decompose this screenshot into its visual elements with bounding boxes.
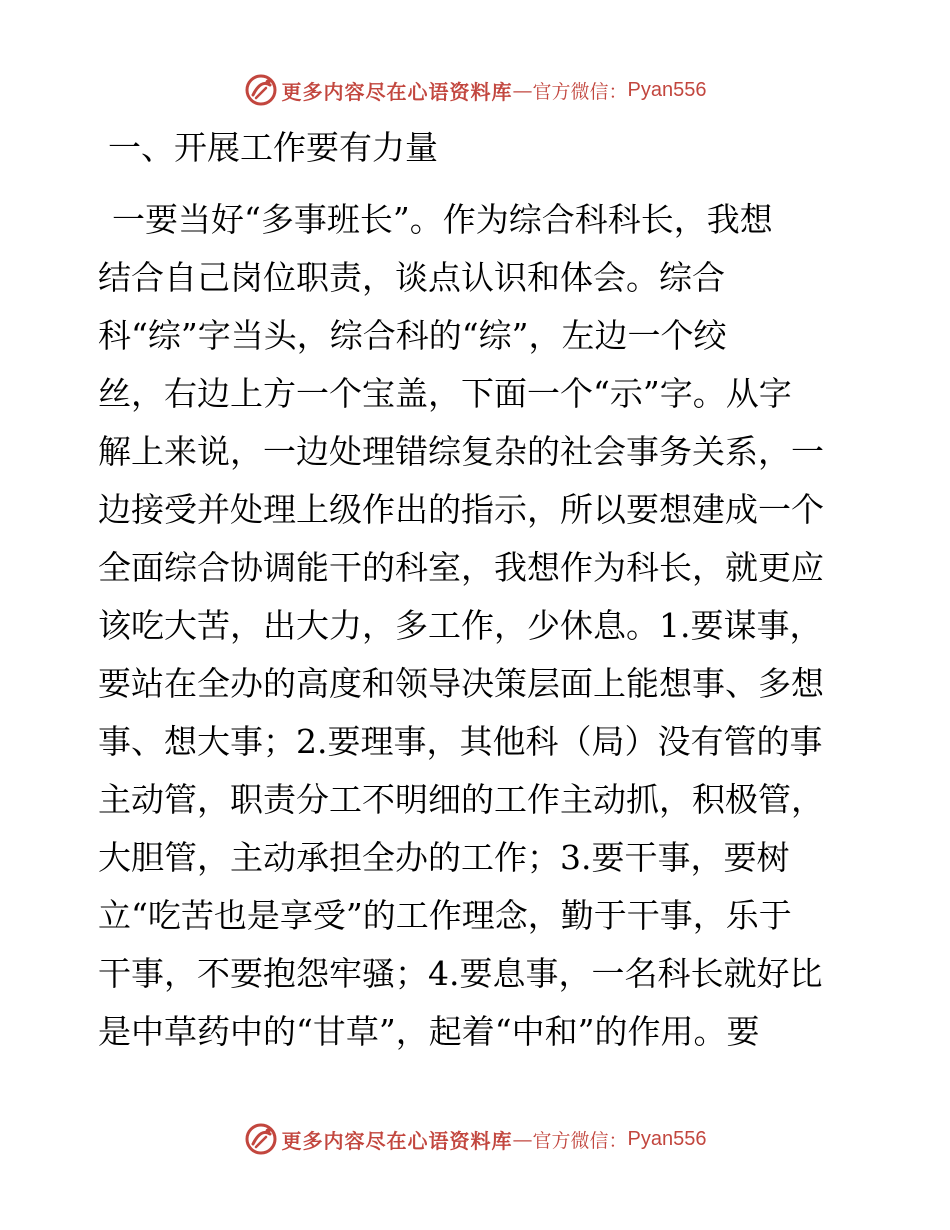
banner-handle: Pyan556 bbox=[627, 78, 707, 101]
body-line: 主动管，职责分工不明细的工作主动抓，积极管， bbox=[98, 780, 824, 819]
body-line: 全面综合协调能干的科室，我想作为科长，就更应 bbox=[98, 548, 824, 587]
body-line: 该吃大苦，出大力，多工作，少休息。1.要谋事， bbox=[98, 606, 823, 645]
body-line: 干事，不要抱怨牢骚；4.要息事，一名科长就好比 bbox=[98, 954, 823, 993]
banner-handle: Pyan556 bbox=[627, 1127, 707, 1150]
banner-separator: — bbox=[512, 78, 533, 102]
brand-logo-icon bbox=[244, 73, 278, 107]
banner-text: 更多内容尽在心语资料库 bbox=[281, 1128, 513, 1153]
body-line: 要站在全办的高度和领导决策层面上能想事、多想 bbox=[98, 664, 824, 703]
banner-text: 更多内容尽在心语资料库 bbox=[281, 79, 513, 104]
section-heading: 一、开展工作要有力量 bbox=[108, 128, 438, 167]
body-line: 边接受并处理上级作出的指示，所以要想建成一个 bbox=[98, 490, 824, 529]
body-line: 解上来说，一边处理错综复杂的社会事务关系，一 bbox=[98, 432, 824, 471]
body-line: 大胆管，主动承担全办的工作；3.要干事，要树 bbox=[98, 838, 790, 877]
header-banner bbox=[0, 70, 950, 110]
banner-official-label: 官方微信： bbox=[532, 80, 628, 103]
body-line: 是中草药中的“甘草”，起着“中和”的作用。要 bbox=[98, 1012, 760, 1051]
body-line: 结合自己岗位职责，谈点认识和体会。综合 bbox=[98, 258, 725, 297]
banner-official-label: 官方微信： bbox=[532, 1129, 628, 1152]
body-line: 一要当好“多事班长”。作为综合科科长，我想 bbox=[112, 200, 773, 239]
banner-separator: — bbox=[512, 1127, 533, 1151]
body-line: 立“吃苦也是享受”的工作理念，勤于干事，乐于 bbox=[98, 896, 792, 935]
body-line: 丝，右边上方一个宝盖，下面一个“示”字。从字 bbox=[98, 374, 792, 413]
body-line: 事、想大事；2.要理事，其他科（局）没有管的事 bbox=[98, 722, 823, 761]
body-line: 科“综”字当头，综合科的“综”，左边一个绞 bbox=[98, 316, 727, 355]
footer-banner bbox=[0, 1119, 950, 1159]
body-text bbox=[98, 191, 858, 1061]
brand-logo-icon bbox=[244, 1122, 278, 1156]
